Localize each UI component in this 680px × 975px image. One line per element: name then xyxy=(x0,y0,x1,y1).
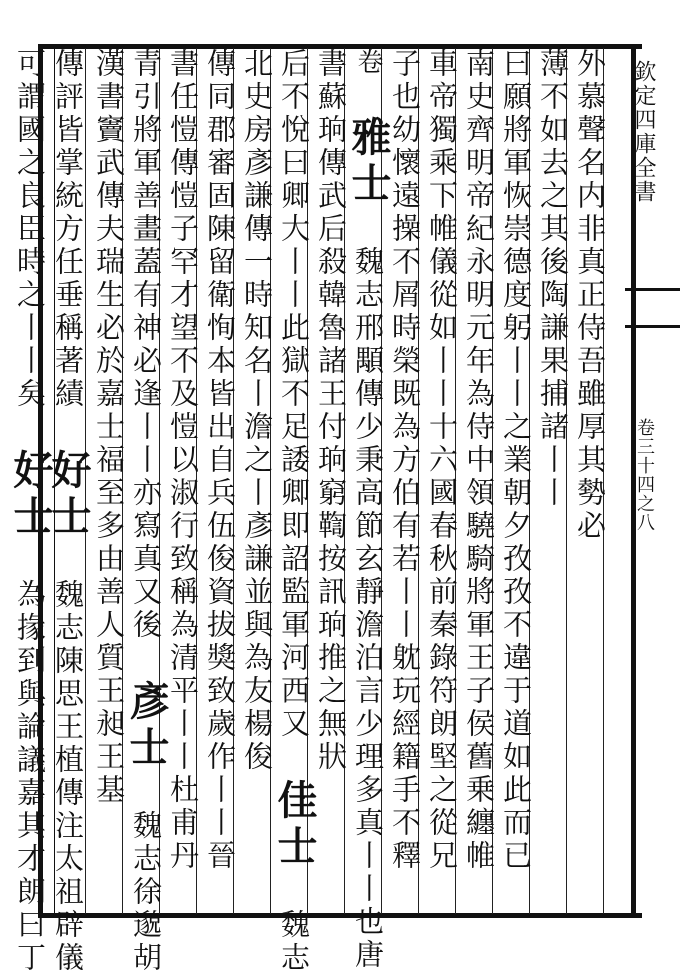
text-column-7 xyxy=(345,48,392,972)
column-text: 魏志徐邈胡 xyxy=(129,810,163,975)
column-text: 后不悅曰卿大丨丨此獄不足諉卿即詔監軍河西又 xyxy=(277,48,311,741)
column-text: 書蘇珦傳武后殺韓魯諸王付珦窮鞫按訊珦推之無狀 xyxy=(314,48,348,774)
column-text: 魏志 xyxy=(277,909,311,975)
text-column-9 xyxy=(271,48,318,975)
column-text: 魏志陳思王植傳注太祖辟儀 xyxy=(51,579,85,975)
banxin-volume-label: 卷三十四之八 xyxy=(634,418,655,532)
column-text: 子也幼懷遠操不屑時榮既為方伯有若丨丨躭玩經籍手不釋 xyxy=(388,48,422,873)
column-text: 青引將軍善畫蓋有神必逢丨丨亦寫真又後 xyxy=(129,48,163,642)
text-column-13 xyxy=(123,48,170,975)
text-column-14 xyxy=(89,48,129,914)
column-text: 可謂國之良臣時之丨丨矣 xyxy=(13,48,47,411)
entry-heading: 佳士 xyxy=(271,779,318,871)
column-text: 外慕聲名内非真正侍吾雖厚其勢必 xyxy=(573,48,607,543)
text-column-12 xyxy=(163,48,203,914)
text-column-2 xyxy=(533,48,573,914)
entry-heading: 好士 xyxy=(7,449,54,541)
text-column-11 xyxy=(200,48,240,914)
column-text: 傳評皆掌統方任垂稱著績 xyxy=(51,48,85,411)
column-text: 為掾到與論議嘉其才朗曰丁 xyxy=(13,579,47,975)
column-text: 漢書竇武傳夫瑞生必於嘉士福至多由善人質王昶王基 xyxy=(92,48,126,807)
column-text: 傳同郡審固陳留衛恂本皆出自兵伍俊資拔獎致歲作丨丨晉 xyxy=(203,48,237,873)
text-column-5 xyxy=(422,48,462,914)
text-column-10 xyxy=(237,48,277,914)
column-text: 曰願將軍恢崇德度躬丨丨之業朝夕孜孜不違于道如此而已 xyxy=(499,48,533,873)
column-text: 書任愷傳愷子罕才望不及愷以淑行致稱為清平丨丨杜甫丹 xyxy=(166,48,200,873)
banxin-fishtail xyxy=(625,288,680,328)
column-text: 魏志邢顒傳少秉高節玄靜澹泊言少理多真丨丨也唐 xyxy=(351,246,385,972)
entry-heading: 彥士 xyxy=(123,680,170,772)
column-text: 北史房彥謙傳一時知名丨澹之丨彥謙並與為友楊俊 xyxy=(240,48,274,774)
column-text: 南史齊明帝紀永明元年為侍中領驍騎將軍王子侯舊乗纏帷 xyxy=(462,48,496,873)
entry-heading: 雅士 xyxy=(345,116,392,208)
text-column-1 xyxy=(570,48,610,914)
column-text: 車帝獨乘下帷儀從如丨丨十六國春秋前秦錄符朗堅之從兄 xyxy=(425,48,459,873)
text-column-3 xyxy=(496,48,536,914)
volume-marker: 卷 xyxy=(353,48,383,78)
text-column-16 xyxy=(7,48,54,975)
banxin-title: 欽定四庫全書 xyxy=(631,60,656,204)
text-column-15 xyxy=(45,48,92,975)
text-column-4 xyxy=(459,48,499,914)
column-text: 薄不如去之其後陶謙果捕諸丨丨 xyxy=(536,48,570,510)
entry-heading: 好士 xyxy=(45,449,92,541)
